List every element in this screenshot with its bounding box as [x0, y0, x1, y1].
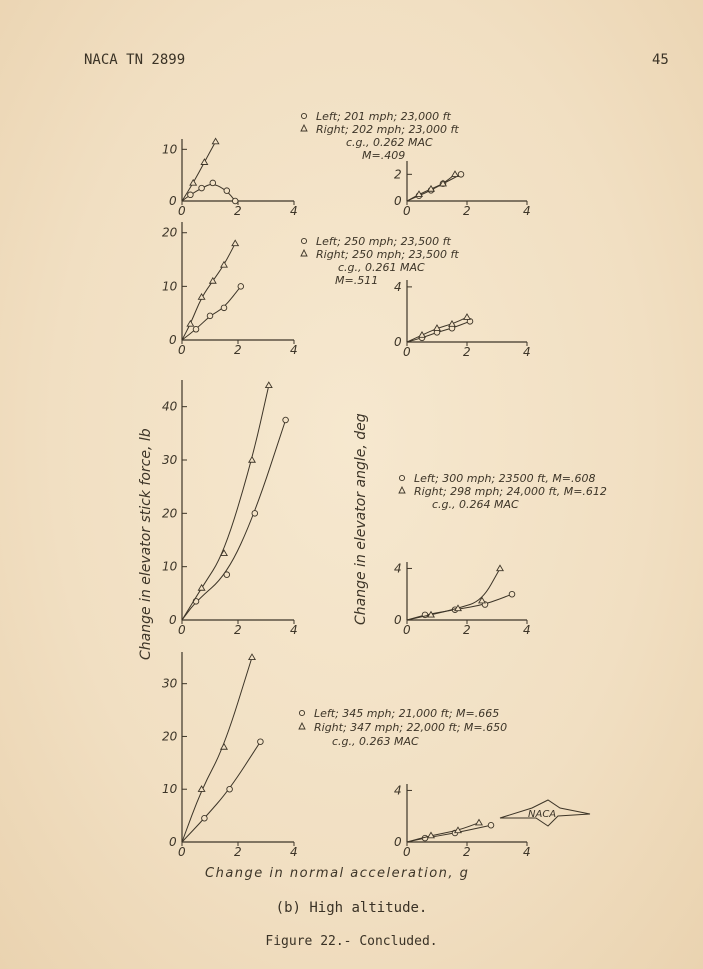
row4-elevator-angle-left-curve: [407, 825, 491, 842]
row4-stick-force-left-curve: [182, 742, 260, 842]
row3-stick-force-y-tick-label: 0: [169, 613, 177, 627]
row4-stick-force-legend-triangle: [299, 723, 305, 729]
row4-stick-force-y-tick-label: 20: [162, 729, 178, 744]
row1-stick-force-y-tick-label: 10: [162, 142, 178, 157]
row1-elevator-angle-y-tick-label: 2: [394, 167, 402, 182]
row1-elevator-angle-x-tick-label: 4: [523, 204, 531, 218]
row1-stick-force-left-point: [210, 180, 216, 186]
row2-stick-force-left-point: [221, 305, 227, 311]
row3-elevator-angle-y-tick-label: 0: [394, 613, 402, 627]
row2-stick-force-x-tick-label: 2: [234, 343, 242, 357]
row3-stick-force-left-point: [224, 572, 230, 578]
row1-stick-force-legend-line: M=.409: [362, 149, 406, 162]
row3-stick-force-left-point: [252, 511, 258, 517]
row4-stick-force-y-tick-label: 30: [162, 676, 178, 691]
row2-stick-force-x-tick-label: 4: [290, 343, 298, 357]
row4-stick-force-x-tick-label: 0: [178, 845, 186, 859]
row4-stick-force-legend-line: Right; 347 mph; 22,000 ft; M=.650: [314, 721, 508, 734]
row4-stick-force-x-tick-label: 2: [234, 845, 242, 859]
row1-elevator-angle-left-point: [458, 172, 464, 178]
row2-stick-force-y-tick-label: 20: [162, 225, 178, 240]
page-number: 45: [652, 52, 669, 68]
row2-elevator-angle-right-point: [449, 321, 455, 326]
row3-stick-force-right-point: [249, 457, 255, 462]
row3-stick-force-right-curve: [182, 385, 269, 620]
row1-stick-force-legend-line: Left; 201 mph; 23,000 ft: [316, 110, 451, 123]
row4-elevator-angle-right-curve: [407, 823, 479, 842]
row2-stick-force-legend-circle: [301, 238, 306, 243]
row2-elevator-angle-right-point: [464, 314, 470, 319]
figure-caption: Figure 22.- Concluded.: [265, 934, 438, 949]
report-number: NACA TN 2899: [84, 52, 186, 68]
row1-stick-force-x-tick-label: 2: [234, 204, 242, 218]
row3-stick-force-right-point: [198, 585, 204, 590]
row3-stick-force-y-tick-label: 30: [162, 453, 178, 467]
row2-stick-force-legend-triangle: [301, 250, 307, 256]
row2-elevator-angle-y-tick-label: 0: [394, 335, 402, 349]
row3-stick-force-y-tick-label: 10: [162, 559, 178, 574]
row1-elevator-angle-right-point: [452, 171, 458, 176]
row4-elevator-angle-y-tick-label: 4: [394, 783, 402, 798]
row1-stick-force-legend-circle: [301, 113, 306, 118]
row1-stick-force-legend-line: c.g., 0.262 MAC: [346, 136, 433, 149]
row1-elevator-angle-y-tick-label: 0: [394, 194, 402, 208]
row3-elevator-angle-y-tick-label: 4: [394, 561, 402, 576]
row4-stick-force-right-curve: [182, 657, 252, 842]
x-axis-title: Change in normal acceleration, g: [205, 866, 470, 881]
row4-stick-force-legend-circle: [299, 710, 304, 715]
row4-elevator-angle-x-tick-label: 2: [463, 845, 471, 859]
row4-stick-force-y-tick-label: 10: [162, 782, 178, 797]
row3-elevator-angle-left-point: [509, 591, 515, 597]
row4-elevator-angle-x-tick-label: 0: [403, 845, 411, 859]
row3-stick-force-x-tick-label: 0: [178, 623, 186, 637]
row2-stick-force-legend-line: M=.511: [335, 274, 379, 287]
row1-elevator-angle-x-tick-label: 2: [463, 204, 471, 218]
row1-stick-force-left-point: [232, 198, 238, 204]
y-axis-title-stick-force: Change in elevator stick force, lb: [138, 428, 154, 660]
row4-stick-force-legend-line: c.g., 0.263 MAC: [332, 735, 419, 748]
row4-stick-force-left-point: [227, 786, 233, 792]
row1-stick-force-right-curve: [182, 142, 216, 201]
row3-elevator-angle-right-point: [497, 565, 503, 570]
row2-stick-force-left-point: [193, 326, 199, 332]
row4-stick-force-left-point: [202, 815, 208, 821]
row2-stick-force-legend-line: Right; 250 mph; 23,500 ft: [316, 248, 459, 261]
row3-stick-force-left-point: [193, 599, 199, 605]
row3-elevator-angle-x-tick-label: 2: [463, 623, 471, 637]
row2-stick-force-right-point: [187, 321, 193, 326]
row1-stick-force-legend-triangle: [301, 125, 307, 131]
row4-stick-force-right-point: [249, 654, 255, 659]
row1-stick-force-right-point: [201, 159, 207, 164]
row3-stick-force-y-tick-label: 20: [162, 506, 178, 521]
row1-stick-force-x-tick-label: 0: [178, 204, 186, 218]
row4-stick-force-y-tick-label: 0: [169, 835, 177, 849]
row3-stick-force-right-point: [266, 382, 272, 387]
row1-stick-force-legend-line: Right; 202 mph; 23,000 ft: [316, 123, 459, 136]
naca-logo: [500, 800, 590, 826]
row3-stick-force-x-tick-label: 2: [234, 623, 242, 637]
row2-elevator-angle-y-tick-label: 4: [394, 279, 402, 294]
row3-elevator-angle-x-tick-label: 4: [523, 623, 531, 637]
row4-stick-force-legend-line: Left; 345 mph; 21,000 ft; M=.665: [314, 707, 500, 720]
row1-stick-force-y-tick-label: 0: [169, 194, 177, 208]
y-axis-title-elevator-angle: Change in elevator angle, deg: [353, 413, 369, 625]
row1-stick-force-left-point: [199, 185, 205, 191]
row2-elevator-angle-x-tick-label: 0: [403, 345, 411, 359]
row3-elevator-angle-x-tick-label: 0: [403, 623, 411, 637]
row2-stick-force-right-point: [232, 240, 238, 245]
row2-stick-force-x-tick-label: 0: [178, 343, 186, 357]
row4-stick-force-x-tick-label: 4: [290, 845, 298, 859]
row1-stick-force-right-point: [212, 138, 218, 143]
row3-stick-force-legend-circle: [399, 475, 404, 480]
row3-stick-force-legend-line: Right; 298 mph; 24,000 ft, M=.612: [414, 485, 607, 498]
row1-stick-force-x-tick-label: 4: [290, 204, 298, 218]
row3-stick-force-y-tick-label: 40: [162, 399, 178, 414]
row4-elevator-angle-x-tick-label: 4: [523, 845, 531, 859]
row2-stick-force-y-tick-label: 0: [169, 333, 177, 347]
naca-logo-text: NACA: [528, 809, 557, 820]
row3-stick-force-legend-triangle: [399, 487, 405, 493]
row2-stick-force-legend-line: c.g., 0.261 MAC: [338, 261, 425, 274]
figure-subcaption: (b) High altitude.: [275, 900, 428, 916]
row3-stick-force-left-point: [283, 417, 289, 423]
row3-stick-force-x-tick-label: 4: [290, 623, 298, 637]
row3-elevator-angle-right-point: [479, 597, 485, 602]
row4-elevator-angle-left-point: [488, 822, 494, 828]
row2-elevator-angle-x-tick-label: 2: [463, 345, 471, 359]
row2-stick-force-left-point: [238, 284, 244, 290]
row1-stick-force-left-point: [188, 192, 194, 198]
row2-stick-force-legend-line: Left; 250 mph; 23,500 ft: [316, 235, 451, 248]
row4-elevator-angle-y-tick-label: 0: [394, 835, 402, 849]
row3-stick-force-legend-line: c.g., 0.264 MAC: [432, 498, 519, 511]
row3-stick-force-legend-line: Left; 300 mph; 23500 ft, M=.608: [414, 472, 596, 485]
row1-stick-force-left-point: [224, 188, 230, 194]
row4-stick-force-left-point: [258, 739, 264, 745]
row2-stick-force-y-tick-label: 10: [162, 279, 178, 294]
row4-elevator-angle-right-point: [476, 819, 482, 824]
row2-stick-force-right-point: [221, 262, 227, 267]
row1-elevator-angle-x-tick-label: 0: [403, 204, 411, 218]
row1-stick-force-right-point: [190, 180, 196, 185]
row4-stick-force-right-point: [221, 744, 227, 749]
row2-elevator-angle-x-tick-label: 4: [523, 345, 531, 359]
row2-stick-force-left-point: [207, 313, 213, 319]
